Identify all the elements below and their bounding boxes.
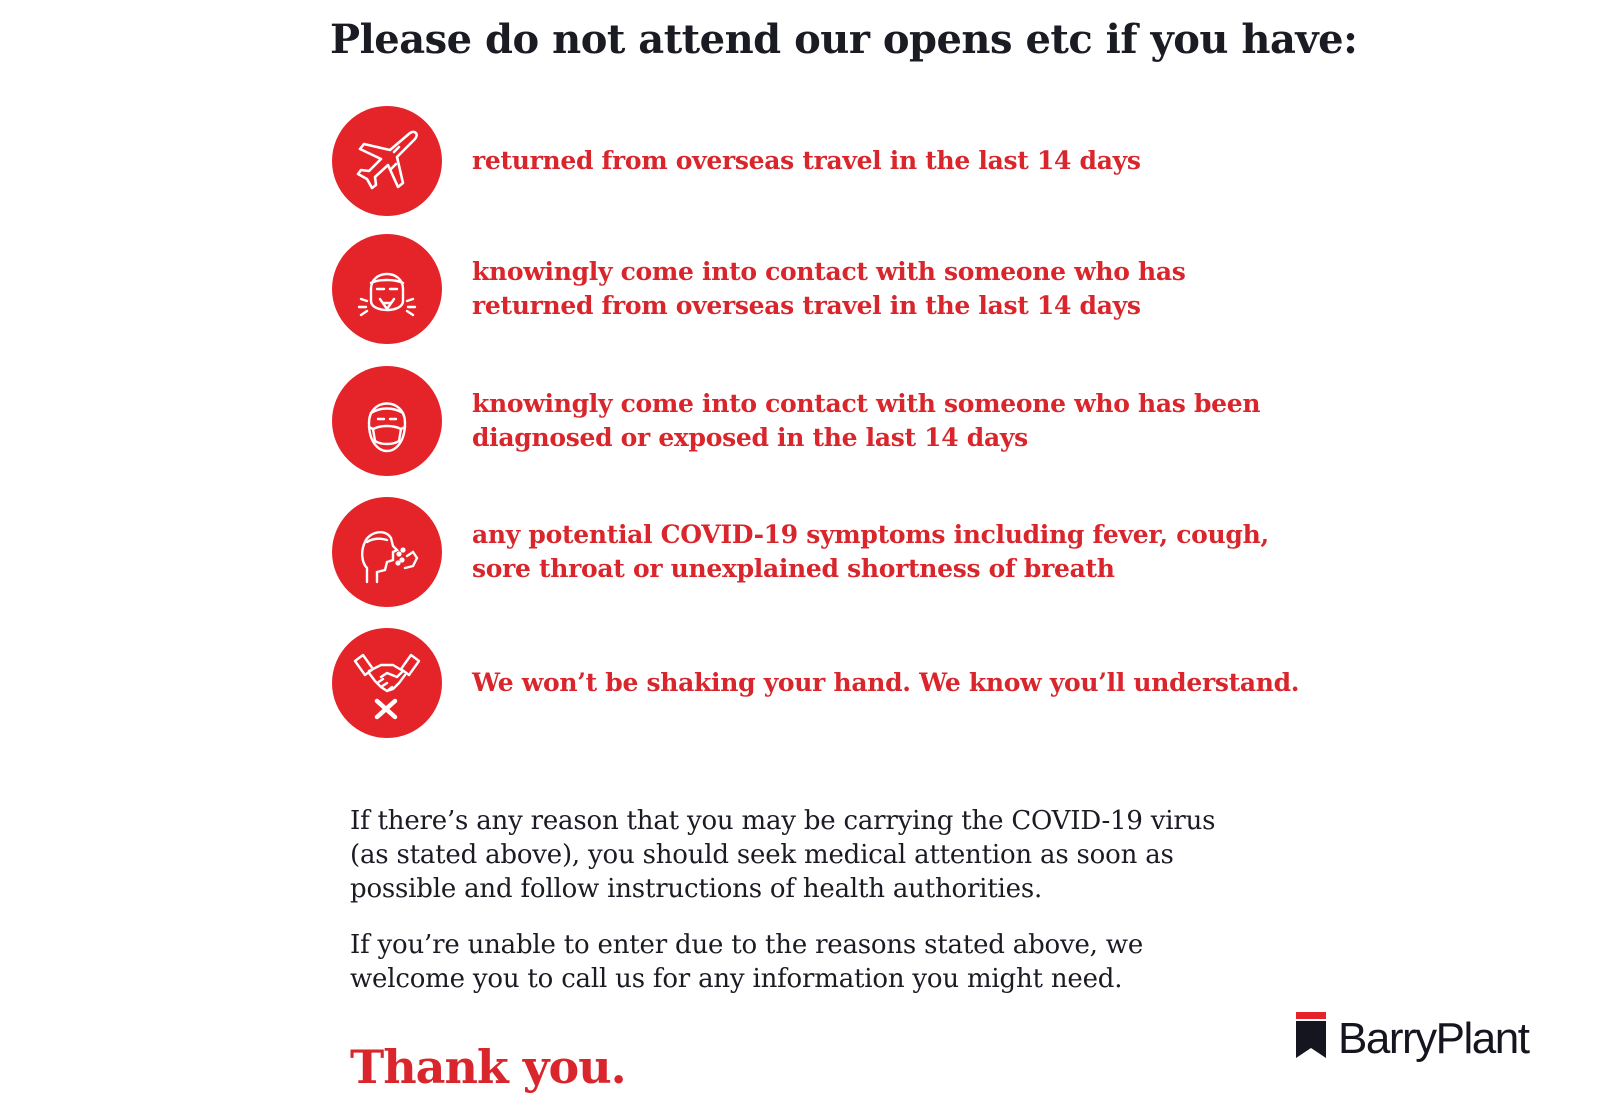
paragraph-line: possible and follow instructions of health authorities.: [350, 874, 1043, 904]
paragraph-line: If you’re unable to enter due to the reasons stated above, we: [350, 930, 1144, 960]
item-text-line: returned from overseas travel in the last 14 days: [472, 146, 1141, 175]
list-item-no-handshake: [332, 628, 1299, 738]
thank-you-heading: Thank you.: [350, 1040, 626, 1094]
item-text-line: knowingly come into contact with someone who has been: [472, 389, 1261, 418]
paragraph-seek-medical-attention: [350, 804, 1215, 906]
list-item-contact-diagnosed: [332, 366, 1260, 476]
list-item-contact-traveller: [332, 234, 1186, 344]
masked-person-icon: [332, 366, 442, 476]
paragraph-call-us: [350, 928, 1143, 996]
item-text-line: diagnosed or exposed in the last 14 days: [472, 423, 1028, 452]
item-text-line: any potential COVID-19 symptoms including fever, cough,: [472, 520, 1269, 549]
logo-wordmark: BarryPlant: [1338, 1014, 1529, 1063]
list-item-symptoms: [332, 497, 1269, 607]
paragraph-line: welcome you to call us for any information you might need.: [350, 964, 1123, 994]
bookmark-flag-icon: [1296, 1012, 1326, 1060]
item-text-line: knowingly come into contact with someone who has: [472, 257, 1186, 286]
item-text-line: sore throat or unexplained shortness of breath: [472, 554, 1115, 583]
paragraph-line: (as stated above), you should seek medical attention as soon as: [350, 840, 1174, 870]
page-title: Please do not attend our opens etc if you have:: [330, 16, 1358, 63]
paragraph-line: If there’s any reason that you may be carrying the COVID-19 virus: [350, 806, 1216, 836]
barry-plant-logo: [1296, 1012, 1528, 1064]
list-item-overseas-travel: [332, 106, 1141, 216]
sneezing-person-icon: [332, 234, 442, 344]
airplane-icon: [332, 106, 442, 216]
coughing-person-icon: [332, 497, 442, 607]
item-text-line: returned from overseas travel in the last 14 days: [472, 291, 1141, 320]
no-handshake-icon: [332, 628, 442, 738]
item-text-line: We won’t be shaking your hand. We know you’ll understand.: [472, 668, 1300, 697]
